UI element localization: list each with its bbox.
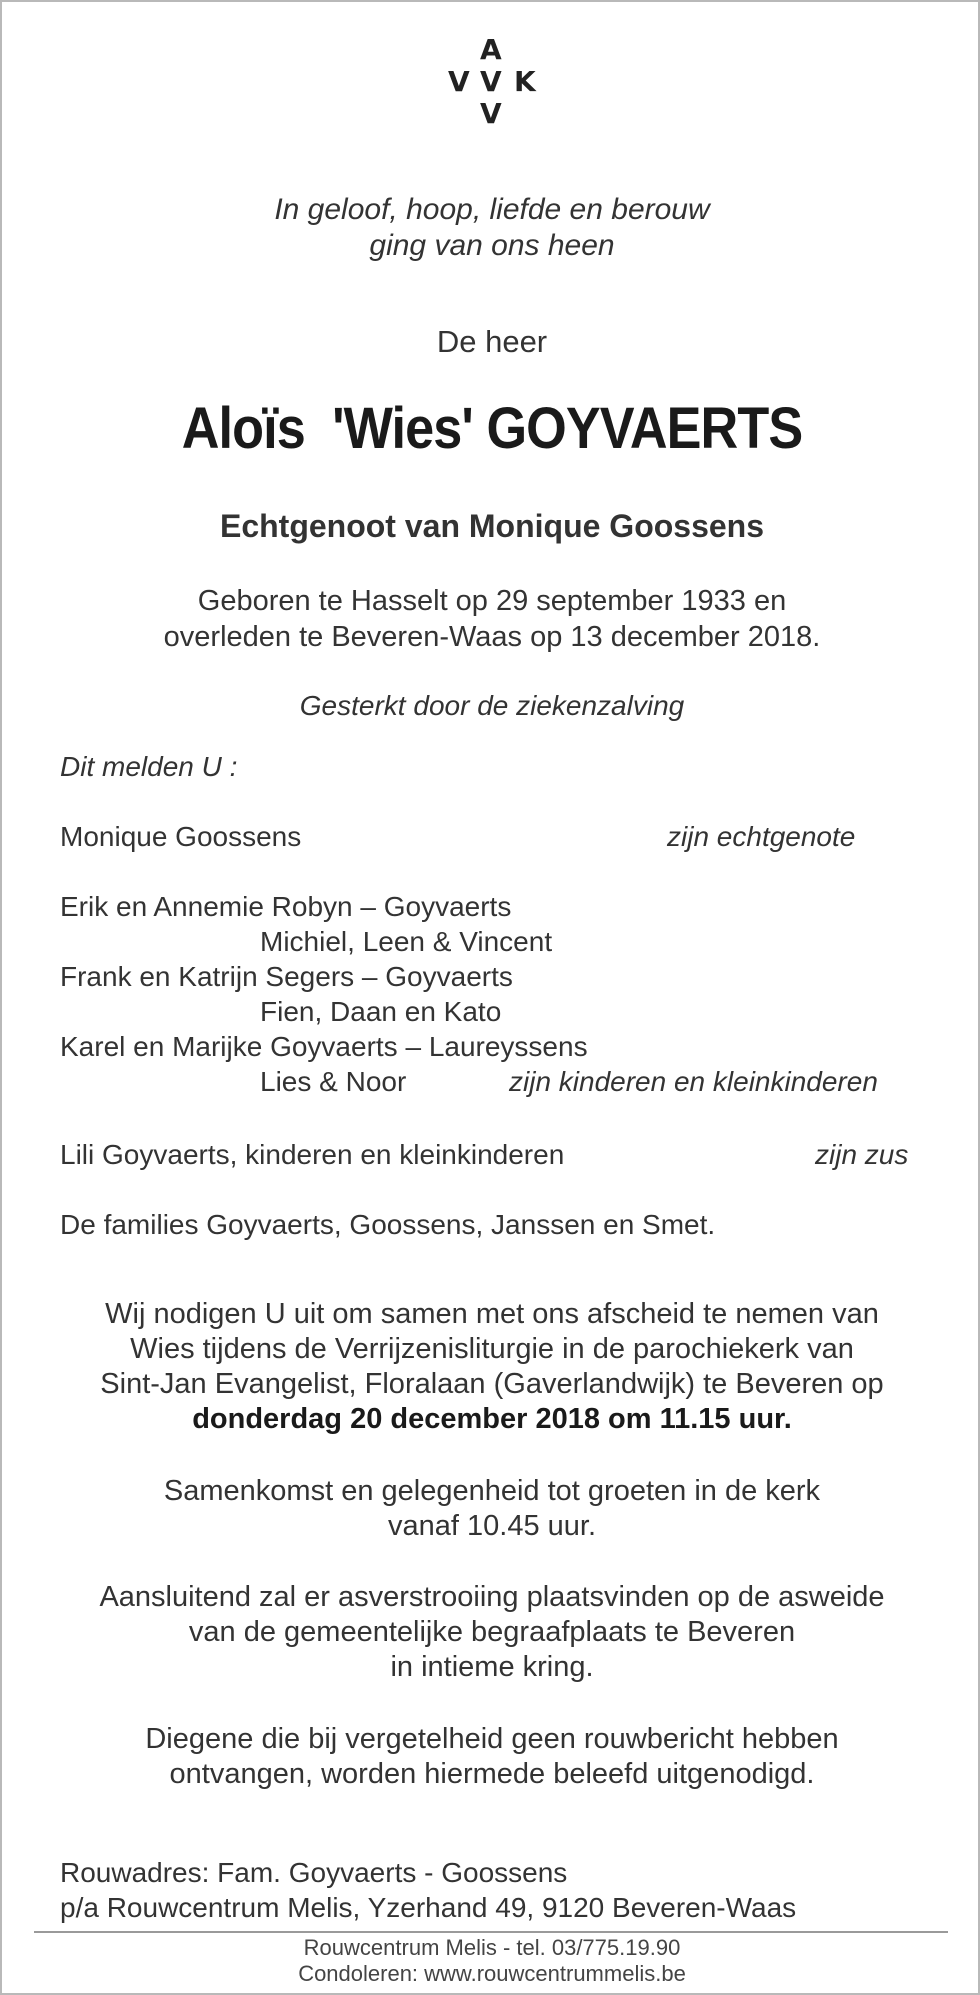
footer-phone: Rouwcentrum Melis - tel. 03/775.19.90 [303,1935,681,1960]
logo-letter-bottom: V [480,97,502,130]
logo-letter-right: K [514,65,536,98]
logo-letter-top: A [480,33,502,66]
gathering-line: vanaf 10.45 uur. [388,1510,596,1542]
grandchildren-line: Lies & Noor [260,1066,407,1097]
motto-line: In geloof, hoop, liefde en berouw [274,193,710,226]
address-line: Rouwadres: Fam. Goyvaerts - Goossens [60,1857,568,1888]
motto [2,192,980,264]
address-line: p/a Rouwcentrum Melis, Yzerhand 49, 9120 Beveren-Waas [60,1892,797,1923]
invitation-line: Wies tijdens de Verrijzenisliturgie in de parochiekerk van [130,1333,854,1365]
footer-website[interactable]: Condoleren: www.rouwcentrummelis.be [298,1961,686,1986]
spouse-line: Echtgenoot van Monique Goossens [219,508,765,544]
birth-line: Geboren te Hasselt op 29 september 1933 en [197,585,787,617]
footer-divider [34,1931,948,1933]
invitation-note [2,1722,980,1792]
spouse-name: Monique Goossens [60,821,302,852]
families-line: De families Goyvaerts, Goossens, Janssen en Smet. [60,1209,716,1240]
funeral-home-footer [2,1935,980,1987]
scattering-info [2,1580,980,1685]
scattering-line: Aansluitend zal er asverstrooiing plaatsvinden op de asweide [99,1581,885,1613]
announce-line: Dit melden U : [60,751,238,782]
logo-letter-left: V [448,65,470,98]
note-line: Diegene die bij vergetelheid geen rouwbericht hebben [145,1723,839,1755]
invitation-line: Sint-Jan Evangelist, Floralaan (Gaverlandwijk) te Beveren op [100,1368,884,1400]
sister-line: Lili Goyvaerts, kinderen en kleinkinderen [60,1139,565,1170]
invitation-line: Wij nodigen U uit om samen met ons afscheid te nemen van [105,1298,879,1330]
grandchildren-line: Michiel, Leen & Vincent [260,926,553,957]
deceased-name: Aloïs 'Wies' GOYVAERTS [181,396,803,461]
child-line: Erik en Annemie Robyn – Goyvaerts [60,891,512,922]
sister-role: zijn zus [815,1139,909,1170]
grandchildren-line: Fien, Daan en Kato [260,996,502,1027]
children-role: zijn kinderen en kleinkinderen [509,1066,878,1097]
child-line: Karel en Marijke Goyvaerts – Laureyssens [60,1031,588,1062]
sacrament-line: Gesterkt door de ziekenzalving [299,690,685,721]
gathering-info [2,1474,980,1544]
funeral-date: donderdag 20 december 2018 om 11.15 uur. [192,1403,792,1435]
scattering-line: van de gemeentelijke begraafplaats te Beveren [188,1616,796,1648]
logo-letter-middle: V [480,65,502,98]
child-line: Frank en Katrijn Segers – Goyvaerts [60,961,513,992]
title-prefix: De heer [436,324,548,359]
gathering-line: Samenkomst en gelegenheid tot groeten in de kerk [163,1475,821,1507]
mourning-address [60,1855,796,1925]
spouse-role: zijn echtgenote [667,821,856,852]
funeral-invitation [2,1297,980,1437]
death-line: overleden te Beveren-Waas op 13 december 2018. [163,621,821,653]
motto-line: ging van ons heen [369,229,615,262]
scattering-line: in intieme kring. [390,1651,594,1683]
birth-death-dates [2,583,980,655]
note-line: ontvangen, worden hiermede beleefd uitgenodigd. [169,1758,815,1790]
